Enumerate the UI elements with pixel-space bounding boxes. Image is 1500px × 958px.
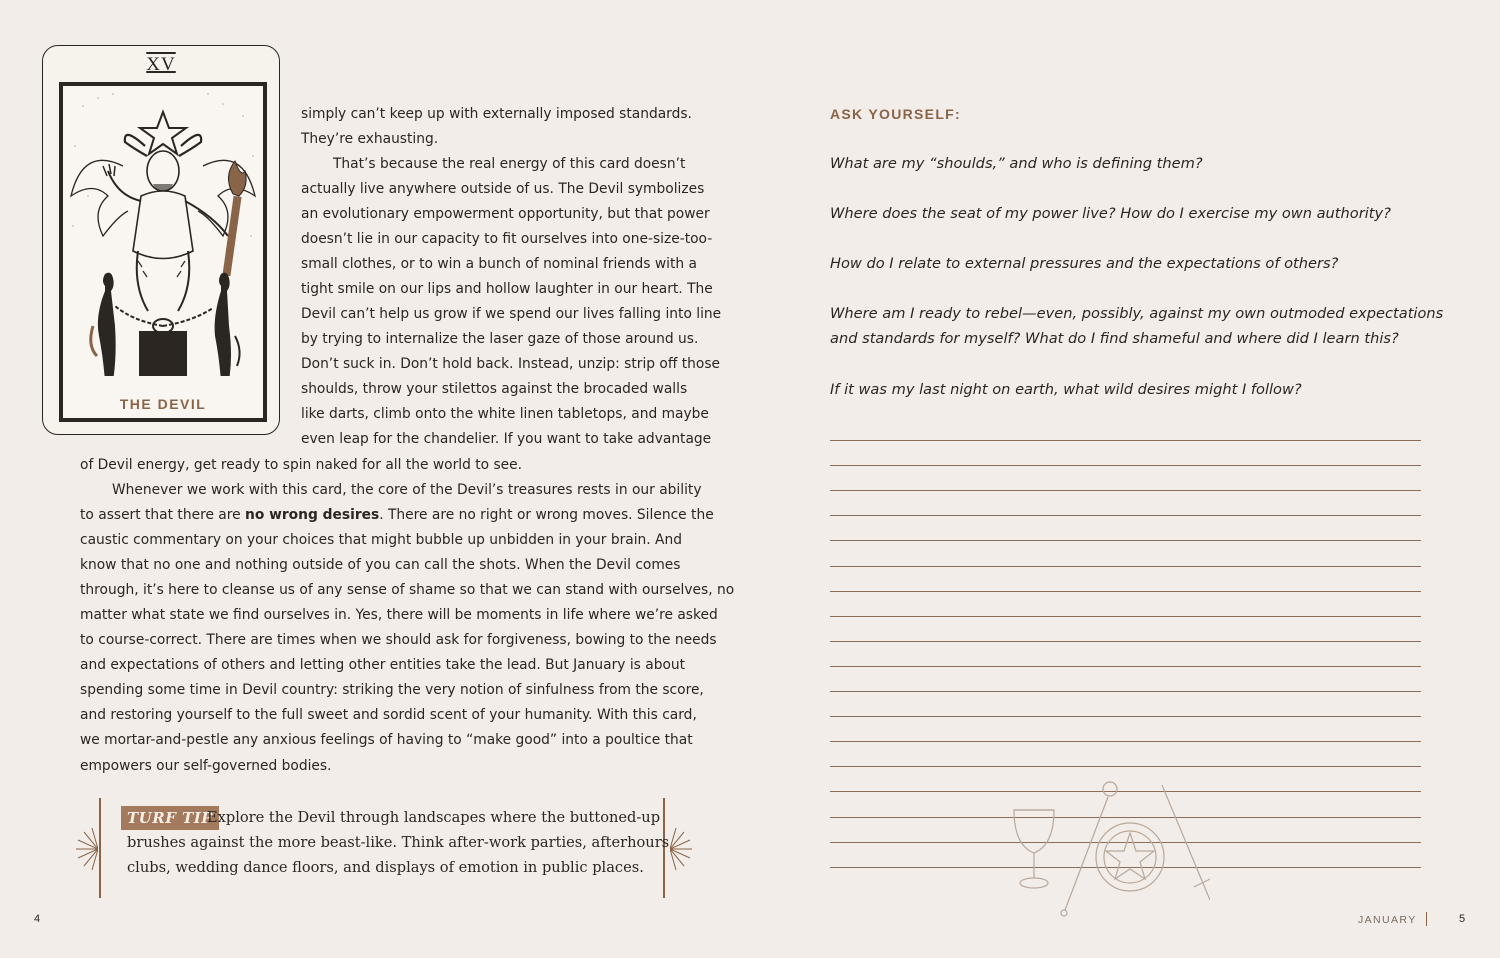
body-line: caustic commentary on your choices that might bubble up unbidden in your brain. And [80,532,682,548]
writing-line[interactable] [830,716,1421,717]
turf-tip-line: clubs, wedding dance floors, and displays of emotion in public places. [127,859,644,876]
body-line: That’s because the real energy of this card doesn’t [333,156,686,172]
turf-tip-line: brushes against the more beast-like. Think after-work parties, afterhours [127,834,670,851]
body-line: know that no one and nothing outside of you can call the shots. When the Devil comes [80,557,681,573]
body-line: actually live anywhere outside of us. The Devil symbolizes [301,181,705,197]
page-number: 4 [34,913,41,925]
body-line: and restoring yourself to the full sweet and sordid scent of your humanity. With this card, [80,707,697,723]
journal-question: How do I relate to external pressures and the expectations of others? [830,255,1339,272]
journal-question: What are my “shoulds,” and who is defining them? [830,155,1203,172]
body-line: simply can’t keep up with externally imposed standards. [301,106,692,122]
journal-question: and standards for myself? What do I find shameful and where did I learn this? [830,330,1399,347]
body-line: empowers our self-governed bodies. [80,758,332,774]
writing-line[interactable] [830,641,1421,642]
running-head: JANUARY [1358,914,1417,926]
sunburst-ornament-icon [74,826,98,872]
card-numeral: XV [146,54,176,75]
body-line: and expectations of others and letting other entities take the lead. But January is about [80,657,686,673]
body-line: shoulds, throw your stilettos against the brocaded walls [301,381,688,397]
pentacle-icon [1096,823,1164,891]
turf-tip-line: Explore the Devil through landscapes where the buttoned-up [207,809,661,826]
sunburst-ornament-icon [670,826,694,872]
writing-line[interactable] [830,490,1421,491]
journal-question: Where does the seat of my power live? How do I exercise my own authority? [830,205,1391,222]
card-title: THE DEVIL [119,396,207,412]
folio-separator [1426,912,1427,926]
body-line: through, it’s here to cleanse us of any sense of shame so that we can stand with ourselves, no [80,582,735,598]
body-line: small clothes, or to win a bunch of nominal friends with a [301,256,697,272]
body-line [80,503,714,528]
devil-tarot-illustration [63,86,263,376]
body-line: tight smile on our lips and hollow laughter in our heart. The [301,281,713,297]
card-frame [59,82,267,422]
writing-line[interactable] [830,566,1421,567]
body-line: Devil can’t help us grow if we spend our lives falling into line [301,306,722,322]
body-line: spending some time in Devil country: striking the very notion of sinfulness from the score, [80,682,704,698]
writing-line[interactable] [830,691,1421,692]
writing-line[interactable] [830,741,1421,742]
writing-line[interactable] [830,515,1421,516]
body-line: even leap for the chandelier. If you want to take advantage [301,431,712,447]
chalice-icon [1014,810,1054,888]
sword-icon [1162,785,1210,900]
turf-tip-label: TURF TIP [121,806,219,830]
turf-tip-left-rule [99,798,101,898]
body-line: Don’t suck in. Don’t hold back. Instead, unzip: strip off those [301,356,721,372]
writing-line[interactable] [830,616,1421,617]
body-line: matter what state we find ourselves in. Yes, there will be moments in life where we’re asked [80,607,718,623]
body-line: doesn’t lie in our capacity to fit ourselves into one-size-too- [301,231,713,247]
journal-question: Where am I ready to rebel—even, possibly, against my own outmoded expectations [830,305,1444,322]
journal-question: If it was my last night on earth, what wild desires might I follow? [830,381,1302,398]
tarot-suits-illustration [1000,775,1210,920]
body-line: an evolutionary empowerment opportunity, but that power [301,206,710,222]
body-line: to course-correct. There are times when we should ask for forgiveness, bowing to the needs [80,632,717,648]
writing-line[interactable] [830,666,1421,667]
body-line: by trying to internalize the laser gaze of those around us. [301,331,699,347]
ask-yourself-heading: ASK YOURSELF: [830,106,961,122]
wand-icon [1061,782,1117,916]
page-number: 5 [1459,913,1466,925]
writing-line[interactable] [830,440,1421,441]
body-line: of Devil energy, get ready to spin naked for all the world to see. [80,457,523,473]
emphasis-text: no wrong desires [245,507,380,523]
body-line: They’re exhausting. [301,131,439,147]
body-line: we mortar-and-pestle any anxious feelings of having to “make good” into a poultice that [80,732,693,748]
writing-line[interactable] [830,540,1421,541]
body-text: . There are no right or wrong moves. Silence the [379,507,714,523]
tarot-card [42,45,280,435]
writing-line[interactable] [830,766,1421,767]
writing-line[interactable] [830,591,1421,592]
body-line: like darts, climb onto the white linen tabletops, and maybe [301,406,709,422]
body-text: to assert that there are [80,507,246,523]
writing-line[interactable] [830,465,1421,466]
body-line: Whenever we work with this card, the core of the Devil’s treasures rests in our ability [112,482,702,498]
